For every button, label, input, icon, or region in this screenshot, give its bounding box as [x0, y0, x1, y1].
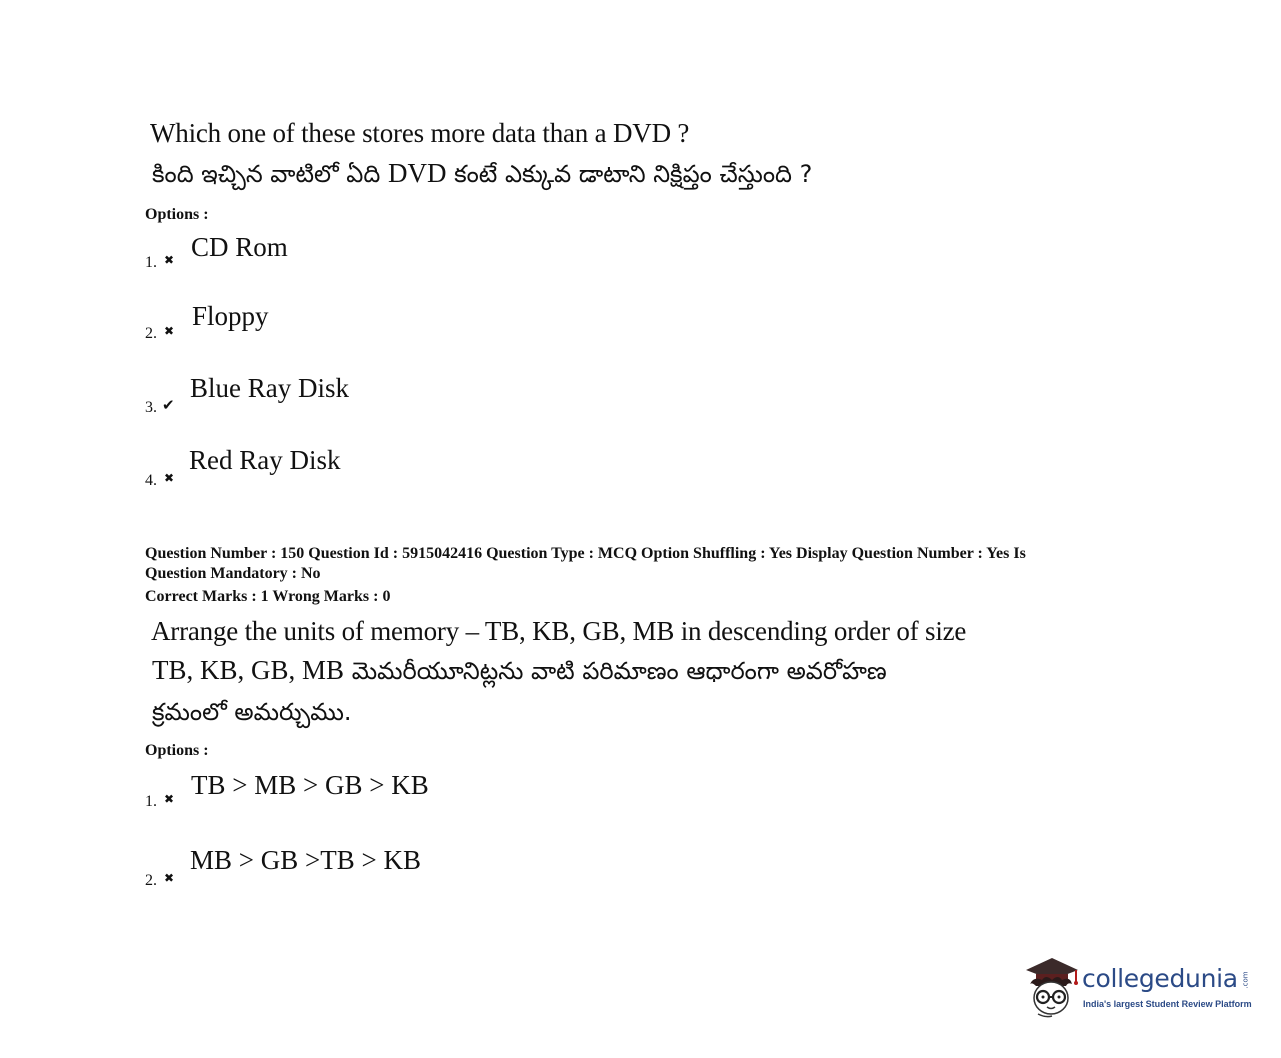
cross-icon: ✖ — [164, 792, 175, 806]
q2-option-1-number: 1. — [145, 793, 157, 810]
collegedunia-logo[interactable] — [1022, 950, 1252, 1022]
logo-wordmark: collegedunia — [1082, 964, 1238, 993]
q2-option-2-text: MB > GB >TB > KB — [190, 845, 421, 875]
q2-option-2-number: 2. — [145, 872, 157, 889]
q2-meta-line2: Question Mandatory : No — [145, 565, 321, 582]
q2-options-label: Options : — [145, 742, 209, 759]
q1-option-2-text: Floppy — [192, 301, 269, 331]
check-icon: ✔ — [162, 398, 175, 414]
q2-question-english: Arrange the units of memory – TB, KB, GB, MB in descending order of size — [151, 616, 967, 646]
q1-telugu-part1: కింది ఇచ్చిన వాటిలో ఏది — [152, 160, 381, 188]
q1-question-telugu — [152, 158, 812, 194]
logo-tagline: India's largest Student Review Platform — [1083, 999, 1252, 1009]
q1-telugu-dvd: DVD — [387, 158, 447, 188]
q1-telugu-part2: కంటే ఎక్కువ డాటాని నిక్షిప్తం చేస్తుంది ? — [454, 160, 813, 188]
q2-question-telugu-line1 — [152, 655, 887, 691]
q1-options-label: Options : — [145, 206, 209, 223]
q1-option-2-number: 2. — [145, 325, 157, 342]
q2-meta-line3: Correct Marks : 1 Wrong Marks : 0 — [145, 588, 391, 605]
cross-icon: ✖ — [164, 253, 175, 267]
q1-option-1-number: 1. — [145, 254, 157, 271]
cross-icon: ✖ — [164, 324, 175, 338]
q2-meta-line1: Question Number : 150 Question Id : 5915042416 Question Type : MCQ Option Shuffling : Yes Display Question Number : Yes Is — [145, 545, 1026, 562]
q1-option-4-number: 4. — [145, 472, 157, 489]
logo-domain-suffix: .com — [1241, 971, 1250, 989]
q1-option-1-text: CD Rom — [191, 232, 288, 262]
cross-icon: ✖ — [164, 471, 175, 485]
cross-icon: ✖ — [164, 871, 175, 885]
q1-option-4-text: Red Ray Disk — [189, 445, 341, 475]
q1-option-3-number: 3. — [145, 399, 157, 416]
q2-option-1-text: TB > MB > GB > KB — [191, 770, 429, 800]
q2-telugu-line1-text: మెమరీయూనిట్లను వాటి పరిమాణం ఆధారంగా అవరోహణ — [351, 657, 887, 685]
student-mascot-icon — [1022, 954, 1080, 1018]
q1-option-3-text: Blue Ray Disk — [190, 373, 349, 403]
q2-telugu-units: TB, KB, GB, MB — [152, 655, 345, 685]
q1-question-english: Which one of these stores more data than a DVD ? — [150, 118, 690, 148]
q2-question-telugu-line2: క్రమంలో అమర్చుము. — [152, 698, 352, 726]
